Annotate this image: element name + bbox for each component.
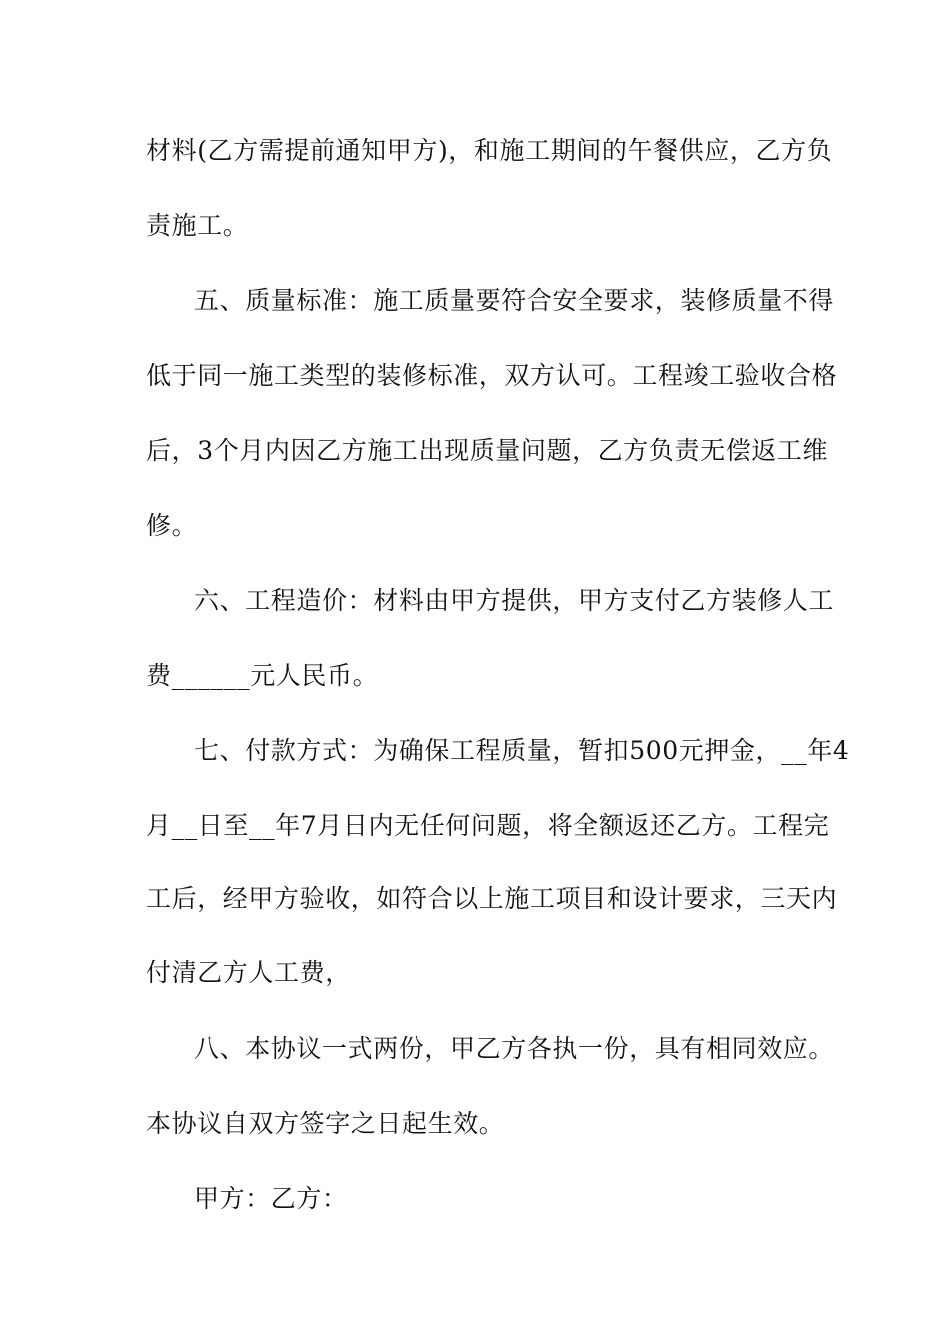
text-line: 费______元人民币。 — [146, 661, 379, 690]
text-line: 低于同一施工类型的装修标准，双方认可。工程竣工验收合格 — [146, 361, 838, 390]
text-line: 责施工。 — [146, 211, 249, 240]
section-6-heading-line: 六、工程造价：材料由甲方提供，甲方支付乙方装修人工 — [194, 586, 835, 615]
section-5-heading-line: 五、质量标准：施工质量要符合安全要求，装修质量不得 — [194, 286, 835, 315]
text-line: 修。 — [146, 511, 198, 540]
section-8-heading-line: 八、本协议一式两份，甲乙方各执一份，具有相同效应。 — [194, 1034, 835, 1063]
text-line: 材料(乙方需提前通知甲方)，和施工期间的午餐供应，乙方负 — [146, 136, 833, 165]
text-line: 工后，经甲方验收，如符合以上施工项目和设计要求，三天内 — [146, 884, 838, 913]
section-7-heading-line: 七、付款方式：为确保工程质量，暂扣500元押金，__年4 — [194, 736, 850, 765]
text-line: 本协议自双方签字之日起生效。 — [146, 1109, 505, 1138]
text-line: 后，3个月内因乙方施工出现质量问题，乙方负责无偿返工维 — [146, 436, 829, 465]
signature-line: 甲方：乙方： — [194, 1184, 348, 1213]
text-line: 付清乙方人工费， — [146, 958, 351, 987]
text-line: 月__日至__年7月日内无任何问题，将全额返还乙方。工程完 — [146, 811, 830, 840]
